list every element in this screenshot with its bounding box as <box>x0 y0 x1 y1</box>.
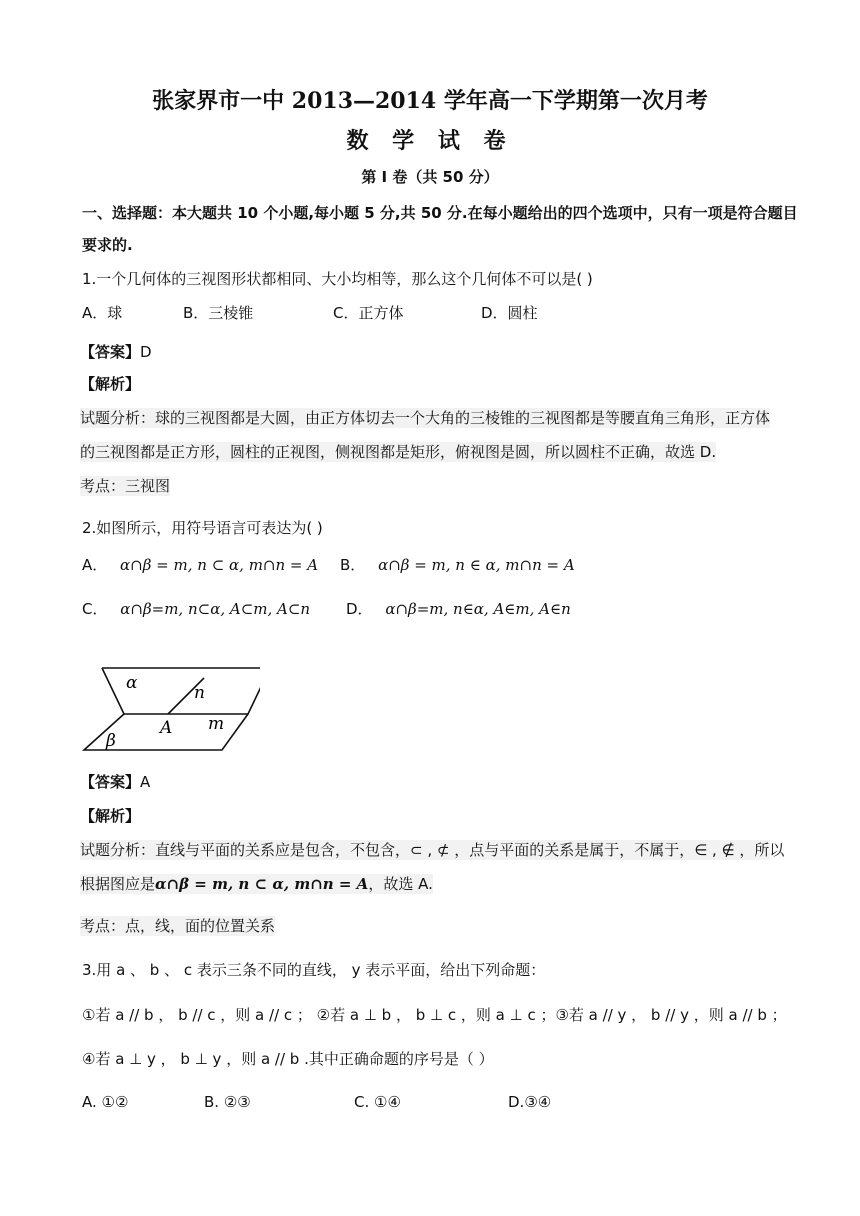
page-subtitle: 数 学 试 卷 <box>346 128 514 154</box>
q2-analysis-label: 【解析】 <box>80 807 141 825</box>
q2-option-b <box>340 555 575 575</box>
answer-value: A <box>140 773 151 791</box>
q1-analysis-line1: 试题分析：球的三视图都是大圆，由正方体切去一个大角的三棱锥的三视图都是等腰直角三角形，正方体 <box>80 409 771 427</box>
q1-option-c: C．正方体 <box>333 304 404 322</box>
label-alpha: α <box>126 673 138 693</box>
option-expression: α∩β = m, n ∈ α, m∩n = A <box>378 556 575 574</box>
option-expression: α∩β = m, n ⊂ α, m∩n = A <box>120 556 319 574</box>
option-expression: α∩β=m, n∈α, A∈m, A∈n <box>385 600 571 618</box>
q2-analysis-line1: 试题分析：直线与平面的关系应是包含，不包含，⊂ , ⊄ ，点与平面的关系是属于，不属于，∈ , ∉ ，所以 <box>80 841 785 859</box>
part-instructions-line2: 要求的. <box>82 236 133 254</box>
option-label: C． <box>82 600 108 618</box>
analysis-prefix: 根据图应是 <box>80 875 156 893</box>
q3-option-d: D.③④ <box>508 1093 552 1111</box>
q2-stem: 2.如图所示，用符号语言可表达为( ) <box>82 519 323 537</box>
q1-option-b: B．三棱锥 <box>183 304 254 322</box>
analysis-suffix: ，故选 A. <box>368 875 433 893</box>
q1-stem: 1.一个几何体的三视图形状都相同、大小均相等，那么这个几何体不可以是( ) <box>82 270 593 288</box>
q1-option-a: A．球 <box>82 304 123 322</box>
q2-point: 考点：点，线，面的位置关系 <box>80 917 276 935</box>
q2-answer <box>80 772 150 792</box>
q1-point: 考点：三视图 <box>80 477 171 495</box>
q3-stem: 3.用 a 、 b 、 c 表示三条不同的直线， y 表示平面，给出下列命题： <box>82 961 546 979</box>
label-m: m <box>208 714 225 734</box>
page-title: 张家界市一中 2013—2014 学年高一下学期第一次月考 <box>152 88 708 114</box>
answer-label: 【答案】 <box>80 343 141 361</box>
analysis-expression: α∩β = m, n ⊂ α, m∩n = A <box>155 875 369 893</box>
q3-option-b: B. ②③ <box>204 1093 251 1111</box>
q2-planes-figure <box>80 660 260 760</box>
q2-analysis-line2 <box>80 874 433 894</box>
q2-option-d <box>346 599 571 619</box>
q2-option-c <box>82 599 310 619</box>
label-n: n <box>194 683 205 703</box>
label-a: A <box>160 718 173 738</box>
option-label: A． <box>82 556 108 574</box>
option-label: D． <box>346 600 373 618</box>
q1-analysis-line2: 的三视图都是正方形，圆柱的正视图，侧视图都是矩形，俯视图是圆，所以圆柱不正确，故选 D. <box>80 443 717 461</box>
answer-label: 【答案】 <box>80 773 141 791</box>
q2-option-a <box>82 555 318 575</box>
q3-propositions-line2: ④若 a ⊥ y ， b ⊥ y ，则 a // b .其中正确命题的序号是（ ） <box>82 1050 494 1068</box>
q3-option-a: A. ①② <box>82 1093 129 1111</box>
part-instructions-line1: 一、选择题：本大题共 10 个小题,每小题 5 分,共 50 分.在每小题给出的四个选项中，只有一项是符合题目 <box>82 204 798 222</box>
q3-propositions-line1: ①若 a // b ， b // c ，则 a // c ； ②若 a ⊥ b ， b ⊥ c ，则 a ⊥ c ；③若 a // y ， b // y ，则 a // b ； <box>82 1006 787 1024</box>
section-heading: 第 I 卷（共 50 分） <box>361 168 499 186</box>
option-label: B． <box>340 556 366 574</box>
label-beta: β <box>106 731 116 751</box>
q3-option-c: C. ①④ <box>354 1093 401 1111</box>
q1-option-d: D．圆柱 <box>481 304 538 322</box>
q1-answer <box>80 342 152 362</box>
option-expression: α∩β=m, n⊂α, A⊂m, A⊂n <box>120 600 311 618</box>
q1-analysis-label: 【解析】 <box>80 375 141 393</box>
answer-value: D <box>140 343 152 361</box>
